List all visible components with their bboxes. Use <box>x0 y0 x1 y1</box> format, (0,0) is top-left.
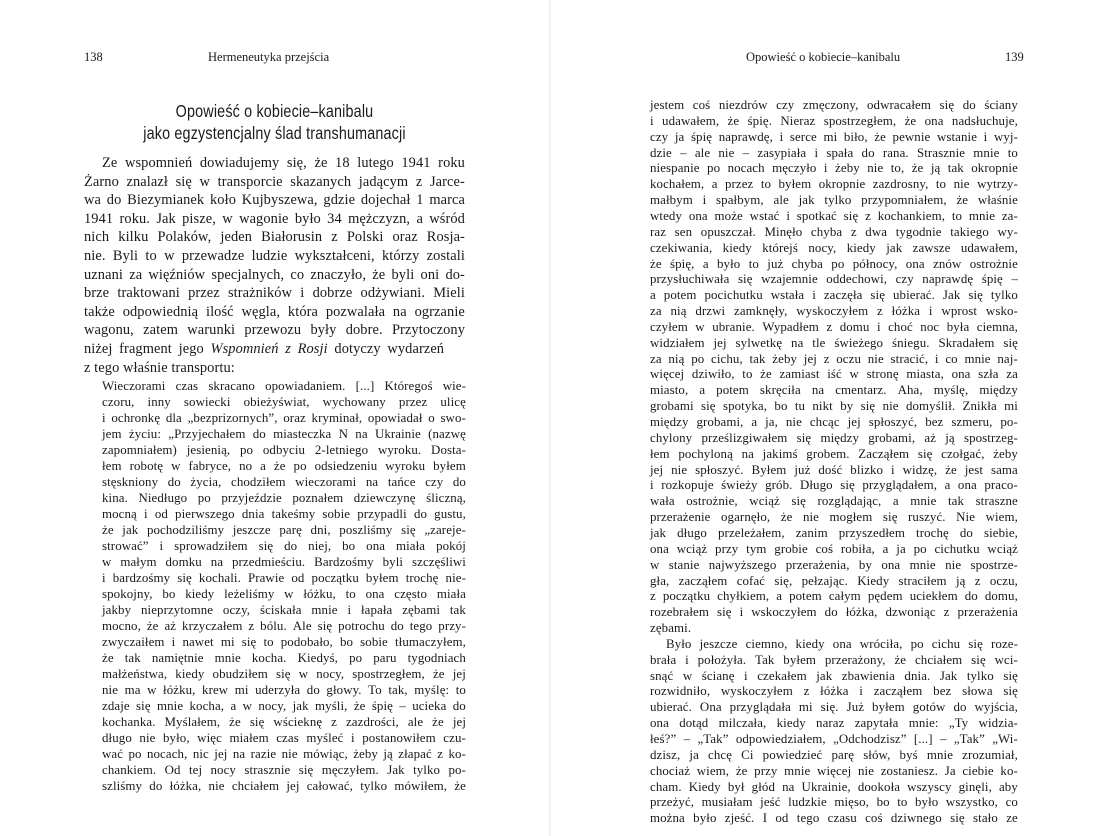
quote-line: jem życiu: „Przyjechałem do miasteczka N na Ukrainie (nazwę <box>102 427 466 441</box>
running-head-right: Opowieść o kobiecie–kanibalu <box>746 50 901 64</box>
body-line-left: brze traktowani przez strażników i dobrze odżywiani. Mieli <box>84 285 465 302</box>
body-line-right: ona dotąd milczała, kiedy naraz zapytała mnie: „Ty widzia- <box>650 716 1018 731</box>
body-line-left: z tego właśnie transportu: <box>84 359 235 376</box>
quote-line: mocno, że aż krzyczałem z bólu. Ale się potrochu do tego przy- <box>102 619 466 633</box>
body-line-right: brała i położyła. Tak byłem przerażony, że chciałem się wci- <box>650 652 1018 667</box>
quote-line: wać po nocach, nic jej na razie nie mówiąc, żeby ją złapać z ko- <box>102 747 466 761</box>
quote-line: spokojny, bo kiedy leżeliśmy w łóżku, to ona często miała <box>102 587 466 601</box>
body-line-right: że śpię, a było to już chyba po północy, ona znów ostrożnie <box>650 256 1018 271</box>
quote-line: mocną i od pierwszego dnia takeśmy sobie przypadli do gustu, <box>102 507 466 521</box>
body-line-right: więcej dziwiło, to że zamiast iść w stronę miasta, ona szła za <box>650 367 1018 382</box>
body-line-right: za nią drzwi zamknęły, wyskoczyłem z łóżka i wprost wsko- <box>650 304 1018 319</box>
body-line-left: nie. Byli to w przewadze ludzie wykształceni, którzy zostali <box>84 248 465 264</box>
quote-line: że tak namiętnie mnie kocha. Kiedyś, po paru tygodniach <box>102 651 466 665</box>
body-line-right: można było zjeść. I od tego czasu coś dziwnego się stało ze <box>650 811 1018 826</box>
quote-line: długo nie było, więc miałem czas myśleć i postanowiłem czu- <box>102 731 466 745</box>
body-line-right: przysłuchiwała się wzajemnie oddechowi, czy naprawdę śpię – <box>650 272 1018 287</box>
body-line-right: wtedy ona może wstać i spotkać się z kochankiem, to mnie za- <box>650 208 1018 223</box>
body-line-right: łem pochyloną na jakimś grobem. Zacząłem się czołgać, żeby <box>650 446 1018 461</box>
body-line-right: między grobami, a ja, nie chcąc jej spłoszyć, bez szmeru, po- <box>650 415 1018 429</box>
body-line-right: gła, zacząłem cofać się, pełzając. Kiedy straciłem ją z oczu, <box>650 573 1018 588</box>
body-line-right: dzie – ale nie – zasypiała i spała do rana. Strasznie mnie to <box>650 145 1018 160</box>
chapter-title-line-2: jako egzystencjalny ślad transhumanacji <box>143 123 406 143</box>
body-line-right: małbym i spałbym, ale jak tylko przypomniałem, że właśnie <box>650 193 1018 208</box>
body-line-right: rozwidniło, wyskoczyłem z łóżka i zacząłem bez słowa się <box>650 684 1018 699</box>
quote-line: Wieczorami czas skracano opowiadaniem. [...] Któregoś wie- <box>102 379 466 393</box>
body-line-left: nich kilku Polaków, jeden Białorusin z Polski oraz Rosja- <box>84 229 465 246</box>
body-line-right: widziałem jej sylwetkę na tle świeżego śniegu. Skradałem się <box>650 335 1018 350</box>
body-line-left: niżej fragment jego Wspomnień z Rosji dotyczy wydarzeń <box>84 341 445 357</box>
body-line-left: także odpowiednią ilość węgla, która pozwalała na ogrzanie <box>84 303 465 320</box>
body-line-right: chociaż wiem, że przy mnie więcej nie zostaniesz. Ja ciebie ko- <box>650 763 1018 778</box>
body-line-right: za nią po cichu, tak żeby jej z oczu nie stracić, i co mnie naj- <box>650 351 1018 366</box>
quote-line: małżeństwa, kiedy obudziłem się w nocy, spostrzegłem, że jej <box>102 667 466 681</box>
body-line-left: uznani za więźniów specjalnych, co znaczyło, że byli oni do- <box>84 266 465 283</box>
body-line-right: przerażenie ogarnęło, że nie mogłem się ruszyć. Nie wiem, <box>650 510 1018 525</box>
running-head-left: Hermeneutyka przejścia <box>208 50 330 64</box>
body-line-right: chylony prześlizgiwałem się między grobami, aż ją spostrzeg- <box>650 430 1018 445</box>
body-line-right: niespanie po nocach męczyło i żeby nie to, że ją tak okropnie <box>650 161 1018 176</box>
quote-line: w małym domku na przedmieściu. Bardzośmy byli szczęśliwi <box>102 555 466 569</box>
body-line-right: z początku chyłkiem, a potem całym pędem uciekłem do domu, <box>650 589 1018 604</box>
body-line-right: rozebrałem się i wskoczyłem do łóżka, dzwoniąc z przerażenia <box>650 605 1018 620</box>
body-line-left: wagonu, zatem warunki przewozu były dobre. Przytoczony <box>84 322 465 339</box>
body-line-right: kochałem, a przez to byłem okropnie zazdrosny, to nie wytrzy- <box>650 177 1018 192</box>
body-line-right: i rozkopuje świeży grób. Długo się przyglądałem, a ona praco- <box>650 478 1018 493</box>
body-line-right: czekiwania, kiedy którejś nocy, kiedy jak zawsze udawałem, <box>650 240 1018 255</box>
quote-line: szliśmy do łóżka, nie chciałem jej całować, tylko mówiłem, że <box>102 779 466 793</box>
quote-line: strować” i sprowadziłem się do niej, bo ona miała pokój <box>102 539 466 553</box>
body-line-right: miasto, a potem skręciła na cmentarz. Aha, myślę, między <box>650 383 1018 398</box>
body-line-right: raz sen opuszczał. Minęło chyba z dwa tygodnie takiego wy- <box>650 224 1018 239</box>
quote-line: i bardzośmy się kochali. Prawie od początku byłem trochę nie- <box>102 571 466 585</box>
body-line-right: wała ostrożnie, wciąż się rozglądając, a mnie tak straszne <box>650 494 1018 509</box>
body-line-right: zębami. <box>650 621 692 636</box>
page-number-right: 139 <box>1005 50 1024 64</box>
quote-line: że jak pochodziliśmy jeszcze parę dni, poszliśmy się „zareje- <box>102 523 466 537</box>
quote-line: kochanka. Myślałem, że się wścieknę z zazdrości, ale że jej <box>102 715 466 729</box>
body-line-right: w stanie najwyższego przerażenia, by ona mnie nie spostrze- <box>650 557 1018 572</box>
body-line-right: czy ja śpię naprawdę, i serce mi biło, że pewnie wstanie i wyj- <box>650 129 1018 144</box>
body-line-right: jej nie spłoszyć. Byłem już dość blizko i widzę, że jest sama <box>650 462 1018 477</box>
quote-line: chankiem. Od tej nocy strasznie się męczyłem. Jak tylko po- <box>102 763 466 777</box>
quote-line: stęskniony do życia, chodziłem wieczorami na tańce czy do <box>102 475 466 489</box>
body-line-right: ubierać. Ona przyglądała mi się. Już byłem gotów do wyjścia, <box>650 700 1018 715</box>
body-line-right: grobami się spotyka, bo tu nikt by się nie domyślił. Znikła mi <box>650 399 1018 414</box>
body-line-right: czyłem w ubranie. Wypadłem z domu i choć noc była ciemna, <box>650 319 1018 334</box>
body-line-right: jak długo przeleżałem, zanim przyszedłem trochę do siebie, <box>650 525 1018 540</box>
body-line-right: ona wciąż przy tym grobie coś robiła, a ja po cichutku wciąż <box>650 541 1018 556</box>
body-line-right: i udawałem, że śpię. Nieraz spostrzegłem, że ona nadsłuchuje, <box>650 113 1018 128</box>
body-line-right: Było jeszcze ciemno, kiedy ona wróciła, po cichu się roze- <box>666 636 1018 651</box>
quote-line: czoru, inny sowiecki obieżyświat, wychowany przez ulicę <box>102 395 466 409</box>
body-line-right: jestem coś niezdrów czy zmęczony, odwracałem się do ściany <box>650 98 1018 112</box>
body-line-right: a potem pocichutku wstała i zaczęła się ubierać. Jak się tylko <box>650 288 1018 303</box>
body-line-left: 1941 roku. Jak pisze, w wagonie było 34 mężczyzn, a wśród <box>84 210 465 227</box>
chapter-title <box>118 100 430 144</box>
right-page <box>550 0 1100 836</box>
book-title: Wspomnień z Rosji <box>210 341 328 357</box>
quote-line: jakby nieprzytomne oczy, ściskała mnie i łapała zębami tak <box>102 603 466 617</box>
body-line-right: dzisz, ja chcę Ci powiedzieć parę słów, byś mnie zrozumiał, <box>650 747 1018 762</box>
page-number-left: 138 <box>84 50 103 64</box>
body-line-left: wa do Biezymianek koło Kujbyszewa, gdzie dojechał 1 marca <box>84 192 465 209</box>
body-line-left: Ze wspomnień dowiadujemy się, że 18 lutego 1941 roku <box>102 155 465 171</box>
quote-line: zapomniałem) jesienią, po odbyciu 2-letniego wyroku. Dosta- <box>102 443 466 457</box>
body-line-right: przeżyć, musiałam jeść ludzkie mięso, bo to było wszystko, co <box>650 795 1018 810</box>
body-line-right: łeś?” – „Tak” odpowiedziałem, „Odchodzisz” [...] – „Tak” „Wi- <box>650 732 1018 746</box>
quote-line: zdaje się mnie kocha, a w nocy, jak myśli, że śpię – ucieka do <box>102 699 466 713</box>
body-line-right: snąć w ścianę i czekałem jak zbawienia dnia. Jak tylko się <box>650 668 1018 683</box>
quote-line: kina. Niedługo po przyjeździe poznałem dziewczynę śliczną, <box>102 491 466 505</box>
body-line-right: cham. Kiedy był głód na Ukrainie, dookoła wszyscy ginęli, aby <box>650 779 1018 794</box>
quote-line: zwyczaiłem i nawet mi się to podobało, bo sobie tłumaczyłem, <box>102 635 466 649</box>
quote-line: nie ma w łóżku, krew mi uderzyła do głowy. To tak, myślę: to <box>102 683 466 697</box>
body-line-left: Żarno znalazł się w transporcie skazanych jadącym z Jarce- <box>84 173 465 190</box>
quote-line: i ochronkę dla „bezprizornych”, oraz kryminał, opowiadał o swo- <box>102 411 466 425</box>
quote-line: łem robotę w fabryce, no a że po odsiedzeniu wyroku byłem <box>102 459 466 473</box>
chapter-title-line-1: Opowieść o kobiecie–kanibalu <box>175 101 374 121</box>
